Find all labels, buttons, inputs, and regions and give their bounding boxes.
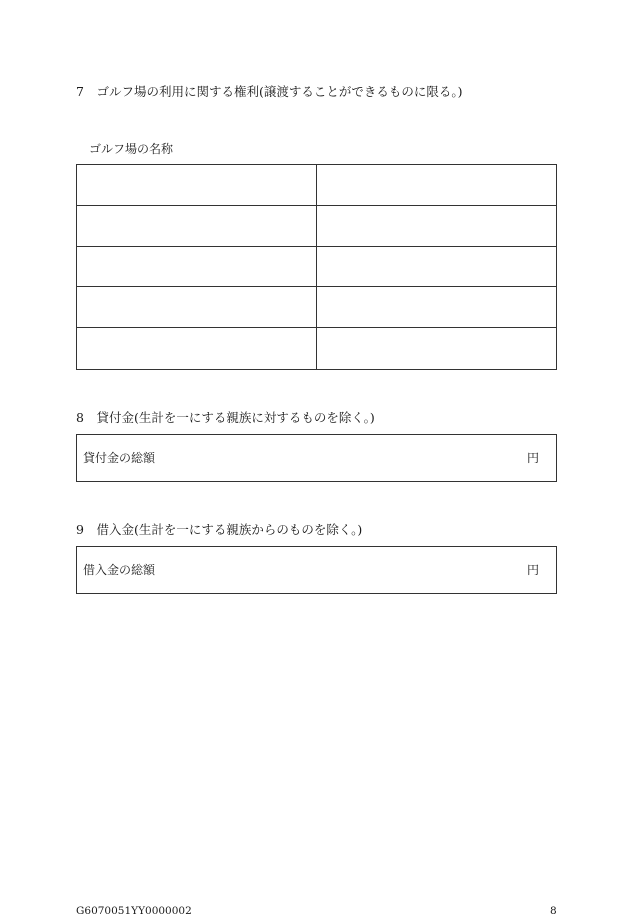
borrowing-total-box[interactable] [76, 546, 557, 594]
yen-unit: 円 [526, 451, 539, 465]
table-cell[interactable] [77, 287, 317, 328]
page-number: 8 [550, 905, 557, 917]
section-9-heading: 9 借入金(生計を一にする親族からのものを除く。) [76, 522, 363, 537]
table-cell[interactable] [317, 287, 556, 328]
section-8-heading: 8 貸付金(生計を一にする親族に対するものを除く。) [76, 410, 375, 425]
table-cell[interactable] [317, 165, 556, 206]
table-cell[interactable] [317, 206, 556, 247]
golf-course-table [76, 164, 557, 370]
table-cell[interactable] [77, 247, 317, 288]
form-code: G6070051YY0000002 [76, 905, 192, 917]
golf-course-name-label: ゴルフ場の名称 [89, 142, 174, 156]
borrowing-total-label: 借入金の総額 [83, 563, 156, 577]
yen-unit: 円 [526, 563, 539, 577]
table-cell[interactable] [317, 247, 556, 288]
section-7-heading: 7 ゴルフ場の利用に関する権利(譲渡することができるものに限る。) [76, 84, 463, 99]
table-cell[interactable] [77, 328, 317, 369]
table-cell[interactable] [77, 206, 317, 247]
table-cell[interactable] [77, 165, 317, 206]
loan-total-box[interactable] [76, 434, 557, 482]
table-cell[interactable] [317, 328, 556, 369]
loan-total-label: 貸付金の総額 [83, 451, 156, 465]
